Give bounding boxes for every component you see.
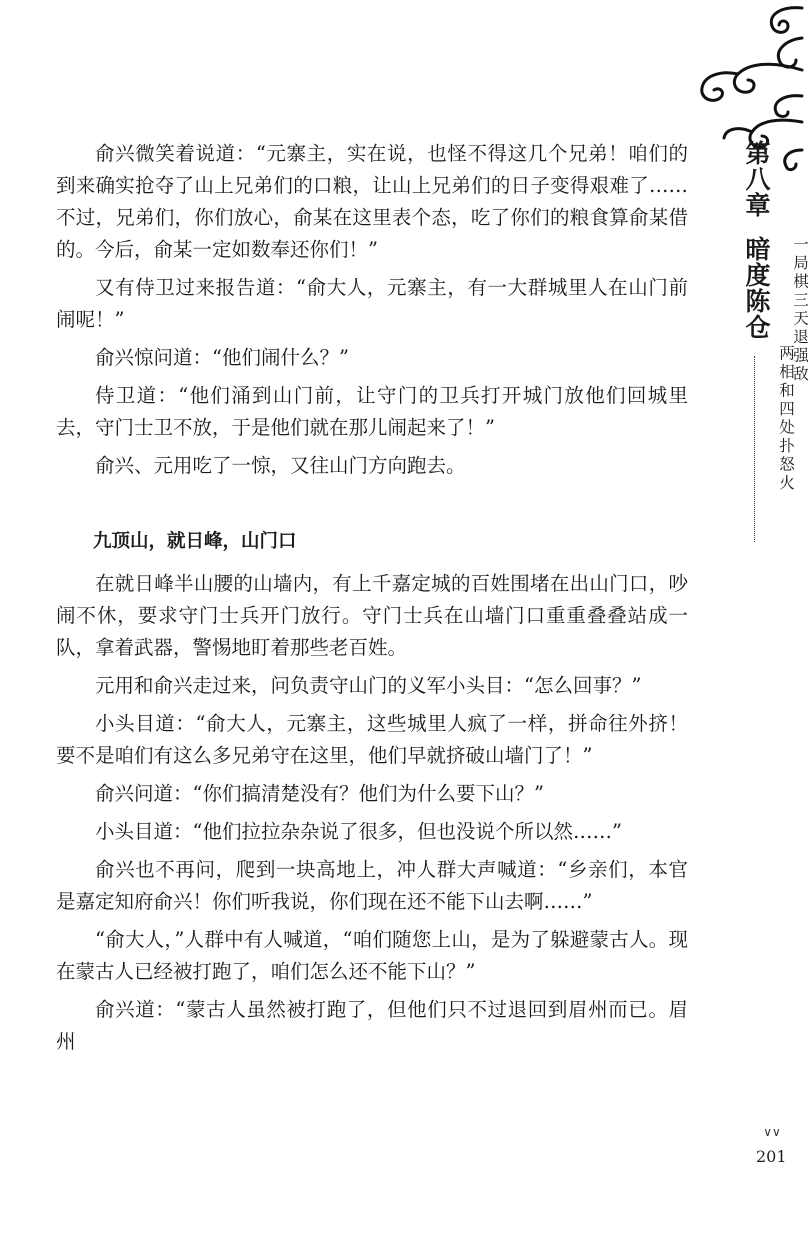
page-number: 201	[756, 1147, 787, 1166]
chapter-number: 第八章	[742, 140, 771, 218]
page-mark-chevrons: ∨∨	[763, 1125, 781, 1139]
paragraph: 在就日峰半山腰的山墙内，有上千嘉定城的百姓围堵在出山门口，吵闹不休，要求守门士兵开门放行。守门士兵在山墙门口重重叠叠站成一队，拿着武器，警惕地盯着那些老百姓。	[56, 572, 688, 659]
paragraph: 俞兴也不再问，爬到一块高地上，冲人群大声喊道：“乡亲们，本官是嘉定知府俞兴！你们听我说，你们现在还不能下山去啊……”	[56, 858, 688, 913]
paragraph: 小头目道：“他们拉拉杂杂说了很多，但也没说个所以然……”	[95, 820, 622, 843]
paragraph: 又有侍卫过来报告道：“俞大人，元寨主，有一大群城里人在山门前闹呢！”	[56, 276, 688, 331]
body-text	[56, 138, 688, 1064]
paragraph: 俞兴道：“蒙古人虽然被打跑了，但他们只不过退回到眉州而已。眉州	[56, 998, 688, 1053]
chapter-dotted-rule	[754, 356, 755, 542]
paragraph: 俞兴、元用吃了一惊，又往山门方向跑去。	[95, 454, 466, 477]
paragraph: 俞兴问道：“你们搞清楚没有？他们为什么要下山？”	[95, 782, 544, 805]
paragraph: 元用和俞兴走过来，问负责守山门的义军小头目：“怎么回事？”	[95, 674, 642, 697]
paragraph: 小头目道：“俞大人，元寨主，这些城里人疯了一样，拼命往外挤！要不是咱们有这么多兄弟守在这里，他们早就挤破山墙门了！”	[56, 712, 688, 767]
chapter-subtitle-line-2: 两相和四处扑怒火	[777, 345, 795, 493]
paragraph: “俞大人，”人群中有人喊道，“咱们随您上山，是为了躲避蒙古人。现在蒙古人已经被打跑了，咱们怎么还不能下山？”	[56, 928, 688, 983]
chapter-title: 暗度陈仓	[742, 236, 771, 340]
chapter-subtitle-line-1: 一局棋三天退强敌	[791, 236, 809, 384]
paragraph: 俞兴惊问道：“他们闹什么？”	[95, 346, 349, 369]
section-heading: 九顶山，就日峰，山门口	[93, 531, 297, 552]
paragraph: 俞兴微笑着说道：“元寨主，实在说，也怪不得这几个兄弟！咱们的到来确实抢夺了山上兄弟们的口粮，让山上兄弟们的日子变得艰难了……不过，兄弟们，你们放心，俞某在这里表个态，吃了你们的粮食算俞某借的。今后，俞某一定如数奉还你们！”	[56, 142, 688, 261]
paragraph: 侍卫道：“他们涌到山门前，让守门的卫兵打开城门放他们回城里去，守门士卫不放，于是他们就在那儿闹起来了！”	[56, 384, 688, 439]
